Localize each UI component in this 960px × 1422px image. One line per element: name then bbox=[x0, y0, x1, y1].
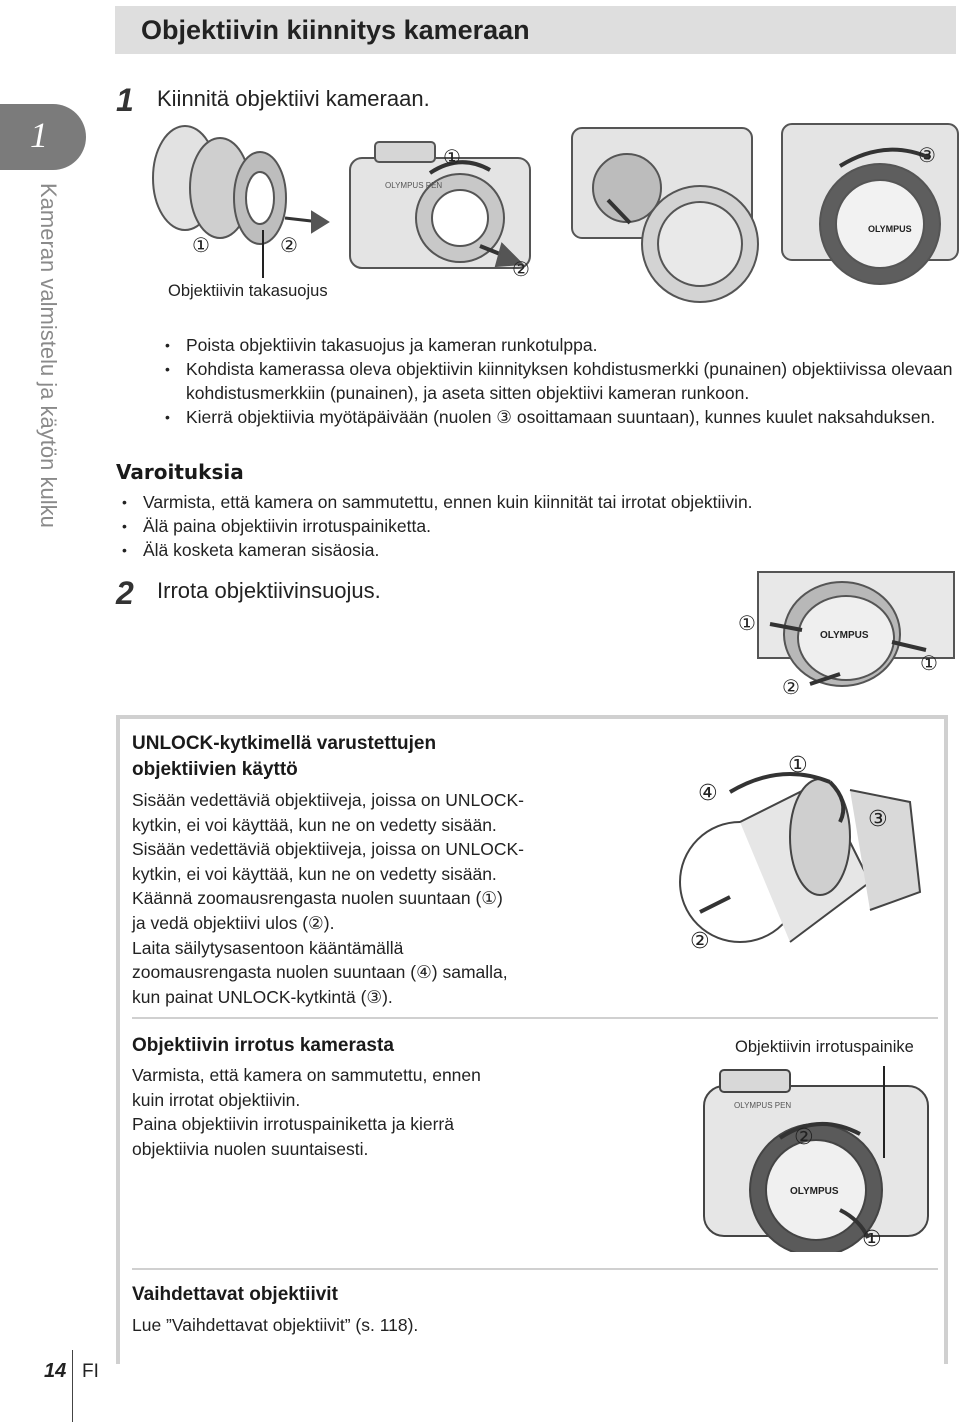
chapter-title: Kameran valmistelu ja käytön kulku bbox=[36, 183, 61, 528]
lens-brand-label: OLYMPUS bbox=[790, 1186, 839, 1197]
step-2-text: Irrota objektiivinsuojus. bbox=[157, 578, 381, 603]
chapter-tab bbox=[0, 104, 86, 170]
marker-1: ① bbox=[862, 1227, 882, 1252]
marker-1: ① bbox=[443, 145, 461, 169]
marker-1: ① bbox=[920, 651, 938, 675]
marker-2: ② bbox=[280, 233, 298, 257]
section-divider bbox=[132, 1017, 938, 1019]
lens-removal-illustration bbox=[690, 1060, 940, 1252]
marker-1: ① bbox=[192, 233, 210, 257]
language-code: FI bbox=[82, 1361, 99, 1382]
warnings-heading: Varoituksia bbox=[116, 460, 244, 484]
rear-cap-label: Objektiivin takasuojus bbox=[168, 282, 328, 300]
warning-item: • Varmista, että kamera on sammutettu, ennen kuin kiinnität tai irrotat objektiivin. bbox=[120, 490, 880, 514]
lenses-heading: Vaihdettavat objektiivit bbox=[132, 1284, 338, 1305]
release-button-label: Objektiivin irrotuspainike bbox=[735, 1038, 914, 1056]
marker-1: ① bbox=[738, 611, 756, 635]
marker-2: ② bbox=[512, 257, 530, 281]
step-1-instructions bbox=[163, 333, 958, 429]
marker-3: ③ bbox=[918, 143, 936, 167]
lens-cap-removal-illustration bbox=[730, 566, 958, 701]
section-title: Objektiivin kiinnitys kameraan bbox=[141, 15, 530, 45]
removal-heading: Objektiivin irrotus kamerasta bbox=[132, 1035, 394, 1056]
lens-brand-label: OLYMPUS bbox=[868, 224, 912, 234]
marker-1: ① bbox=[788, 753, 808, 778]
unlock-lens-illustration bbox=[670, 742, 932, 962]
warning-item: • Älä paina objektiivin irrotuspainiketta. bbox=[120, 514, 880, 538]
warning-item: • Älä kosketa kameran sisäosia. bbox=[120, 538, 880, 562]
instruction-item: • Kierrä objektiivia myötäpäivään (nuolen ③ osoittamaan suuntaan), kunnes kuulet naksahduksen. bbox=[163, 405, 958, 429]
unlock-heading: UNLOCK-kytkimellä varustettujen objektiivien käyttö bbox=[132, 733, 437, 780]
chapter-number: 1 bbox=[30, 115, 48, 155]
removal-text: Varmista, että kamera on sammutettu, ennen kuin irrotat objektiivin. Paina objektiivin irrotuspainiketta ja kierrä objektiivia nuolen suuntaisesti. bbox=[132, 1065, 481, 1159]
instruction-item: • Poista objektiivin takasuojus ja kameran runkotulppa. bbox=[163, 333, 958, 357]
marker-4: ④ bbox=[698, 781, 718, 806]
marker-2: ② bbox=[782, 675, 800, 699]
instruction-item: • Kohdista kamerassa oleva objektiivin kiinnityksen kohdistusmerkki (punainen) objektiivissa olevaan kohdistusmerkkiin (punainen), ja aseta sitten objektiivi kameran runkoon. bbox=[163, 357, 958, 405]
step-1-text: Kiinnitä objektiivi kameraan. bbox=[157, 86, 430, 111]
marker-3: ③ bbox=[868, 807, 888, 832]
unlock-text: Sisään vedettäviä objektiiveja, joissa on UNLOCK- kytkin, ei voi käyttää, kun ne on vedetty sisään. Sisään vedettäviä objektiiveja, joissa on UNLOCK- kytkin, ei voi käyttää, kun ne on vedetty sisään. Käännä zoomausrengasta nuolen suuntaan (①) ja vedä objektiivi ulos (②). Laita säilytysasentoon kääntämällä zoomausrengasta nuolen suuntaan (④) samalla, kun painat UNLOCK-kytkintä (③). bbox=[132, 790, 524, 1007]
footer-divider bbox=[72, 1350, 73, 1422]
warnings-list bbox=[120, 490, 880, 562]
marker-2: ② bbox=[690, 929, 710, 954]
section-divider bbox=[132, 1268, 938, 1270]
section-title-bar bbox=[115, 6, 956, 54]
cap-brand-label: OLYMPUS bbox=[820, 630, 869, 641]
lenses-text: Lue ”Vaihdettavat objektiivit” (s. 118). bbox=[132, 1315, 419, 1335]
camera-model-label: OLYMPUS PEN bbox=[385, 181, 443, 190]
page-number: 14 bbox=[44, 1360, 67, 1382]
step-1-number: 1 bbox=[116, 82, 134, 118]
step-2-number: 2 bbox=[116, 575, 134, 611]
marker-2: ② bbox=[794, 1125, 814, 1150]
camera-model-label: OLYMPUS PEN bbox=[734, 1101, 792, 1110]
